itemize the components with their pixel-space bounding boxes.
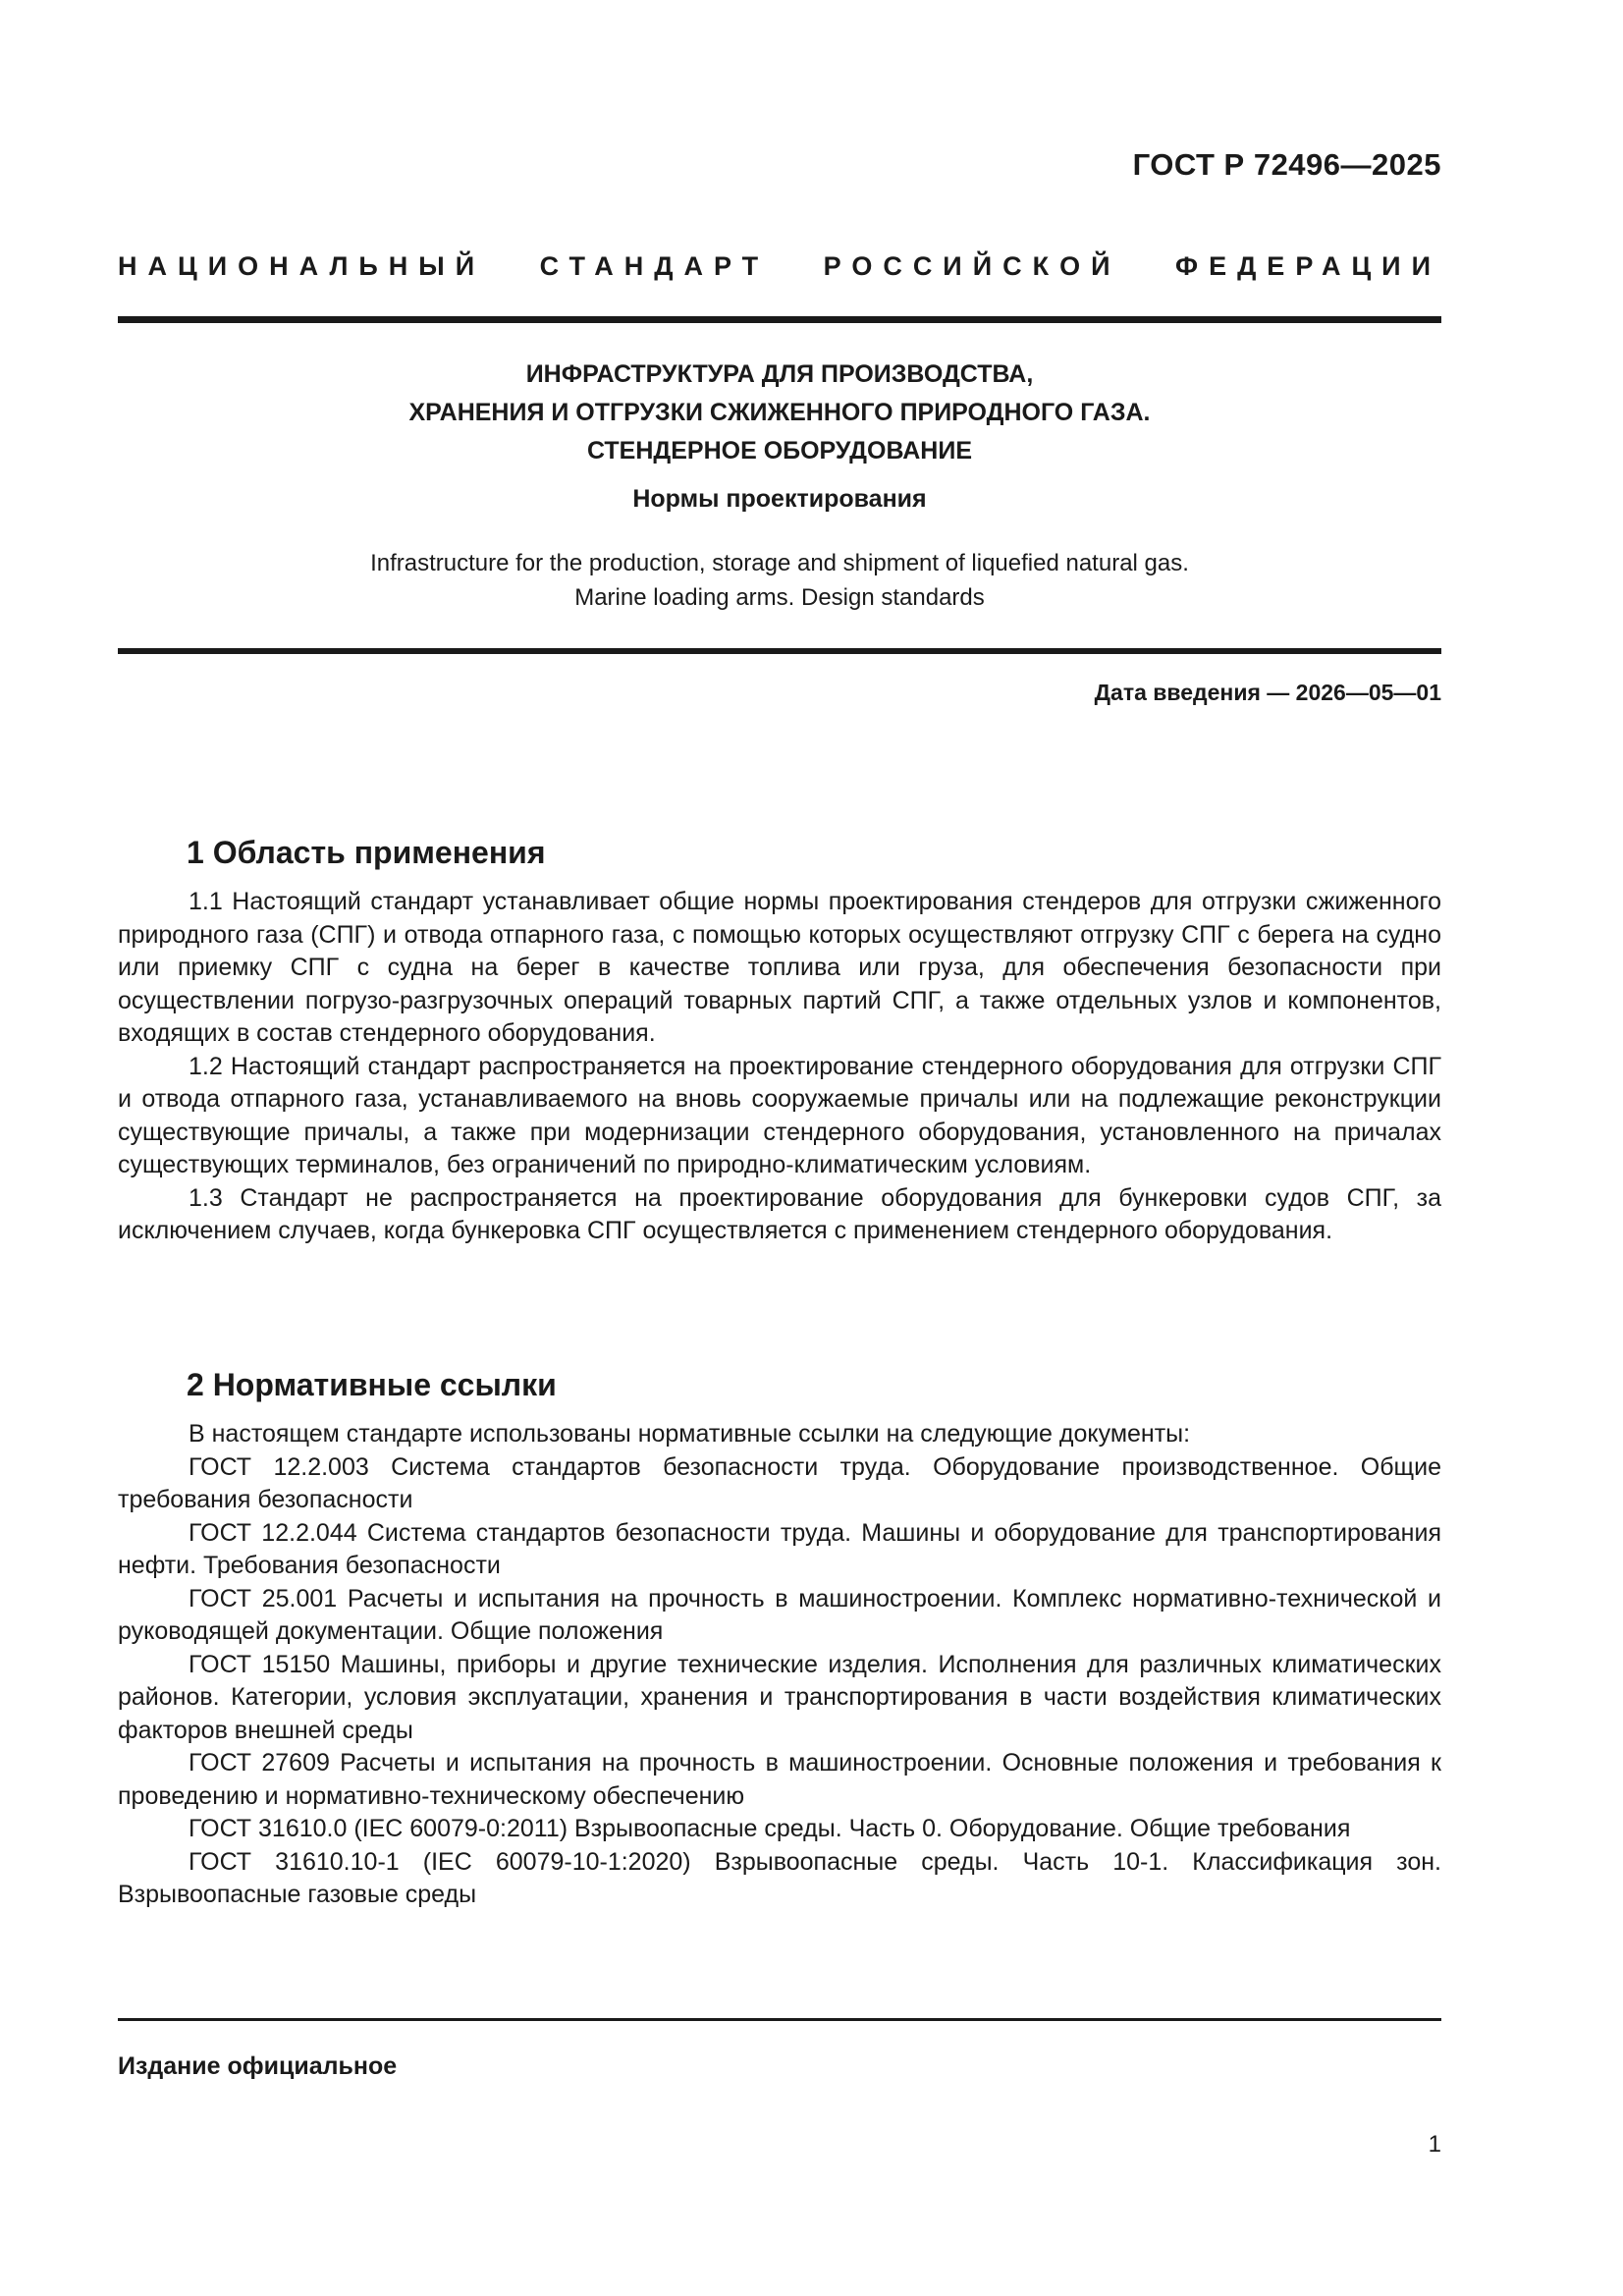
reference-item: ГОСТ 15150 Машины, приборы и другие технические изделия. Исполнения для различных климатических районов. Категории, условия эксплуатации, хранения и транспортирования в части воздействия климатических факторов внешней среды	[118, 1650, 1441, 1744]
reference-item: ГОСТ 31610.0 (IEC 60079-0:2011) Взрывоопасные среды. Часть 0. Оборудование. Общие требования	[189, 1815, 1351, 1842]
section-body	[118, 1418, 1441, 1912]
reference-item: ГОСТ 12.2.044 Система стандартов безопасности труда. Машины и оборудование для транспортирования нефти. Требования безопасности	[118, 1518, 1441, 1579]
section-heading: 1 Область применения	[187, 835, 546, 870]
english-title-line: Infrastructure for the production, storage and shipment of liquefied natural gas.	[370, 550, 1189, 576]
title-line: СТЕНДЕРНОЕ ОБОРУДОВАНИЕ	[586, 437, 973, 465]
english-title-line: Marine loading arms. Design standards	[574, 584, 985, 611]
national-standard-heading: НАЦИОНАЛЬНЫЙ СТАНДАРТ РОССИЙСКОЙ ФЕДЕРАЦИИ	[118, 251, 1441, 281]
top-divider	[118, 316, 1441, 323]
document-title	[118, 355, 1441, 470]
section-scope	[118, 833, 1441, 1248]
section-heading: 2 Нормативные ссылки	[187, 1367, 557, 1402]
reference-item: ГОСТ 12.2.003 Система стандартов безопасности труда. Оборудование производственное. Общие требования безопасности	[118, 1452, 1441, 1513]
document-subtitle: Нормы проектирования	[632, 485, 927, 513]
edition-label: Издание официальное	[118, 2052, 398, 2080]
paragraph: 1.1 Настоящий стандарт устанавливает общие нормы проектирования стендеров для отгрузки сжиженного природного газа (СПГ) и отвода отпарного газа, с помощью которых осуществляют отгрузку СПГ с берега на судно или приемку СПГ с судна на берег в качестве топлива или груза, для обеспечения безопасности при осуществлении погрузо-разгрузочных операций товарных партий СПГ, а также отдельных узлов и компонентов, входящих в состав стендерного оборудования.	[118, 888, 1441, 1047]
footer-divider	[118, 2018, 1441, 2021]
title-divider	[118, 648, 1441, 654]
reference-item: ГОСТ 31610.10-1 (IEC 60079-10-1:2020) Взрывоопасные среды. Часть 10-1. Классификация зон. Взрывоопасные газовые среды	[118, 1847, 1441, 1908]
english-title	[118, 546, 1441, 615]
references-intro: В настоящем стандарте использованы нормативные ссылки на следующие документы:	[189, 1420, 1191, 1448]
section-normative-references	[118, 1365, 1441, 1912]
title-line: ХРАНЕНИЯ И ОТГРУЗКИ СЖИЖЕННОГО ПРИРОДНОГО ГАЗА.	[408, 399, 1151, 426]
introduction-date: Дата введения — 2026—05—01	[1094, 680, 1441, 705]
paragraph: 1.3 Стандарт не распространяется на проектирование оборудования для бункеровки судов СПГ, за исключением случаев, когда бункеровка СПГ осуществляется с применением стендерного оборудования.	[118, 1183, 1441, 1244]
reference-item: ГОСТ 27609 Расчеты и испытания на прочность в машиностроении. Основные положения и требования к проведению и нормативно-техническому обеспечению	[118, 1749, 1441, 1810]
section-body	[118, 886, 1441, 1248]
title-line: ИНФРАСТРУКТУРА ДЛЯ ПРОИЗВОДСТВА,	[525, 360, 1034, 388]
reference-item: ГОСТ 25.001 Расчеты и испытания на прочность в машиностроении. Комплекс нормативно-технической и руководящей документации. Общие положения	[118, 1584, 1441, 1645]
paragraph: 1.2 Настоящий стандарт распространяется на проектирование стендерного оборудования для отгрузки СПГ и отвода отпарного газа, устанавливаемого на вновь сооружаемые причалы или на подлежащие реконструкции существующие причалы, а также при модернизации стендерного оборудования, установленного на причалах существующих терминалов, без ограничений по природно-климатическим условиям.	[118, 1052, 1441, 1178]
page-number: 1	[1428, 2131, 1441, 2158]
document-id: ГОСТ Р 72496—2025	[1132, 147, 1441, 182]
